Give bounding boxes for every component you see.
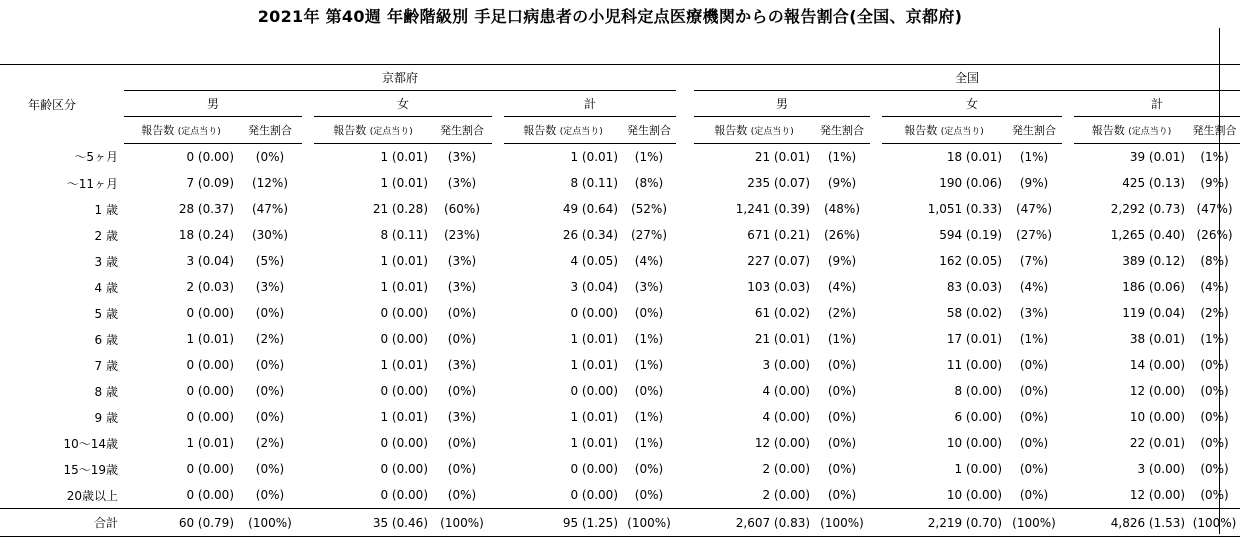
age-cell: 合計 [0, 509, 124, 537]
report-count-cell: 2 (0.00) [762, 462, 811, 476]
report-count-cell: 1,265 (0.40) [1110, 228, 1186, 242]
col-header-report-sub: (定点当り) [177, 127, 221, 137]
ratio-cell: (3%) [1019, 306, 1049, 320]
report-count-cell: 0 (0.00) [186, 306, 234, 320]
report-count-cell: 389 (0.12) [1122, 254, 1186, 268]
age-cell: 6 歳 [94, 332, 118, 347]
ratio-cell: (0%) [1200, 462, 1229, 476]
col-header-report-label: 報告数 [714, 124, 748, 137]
report-count-cell: 3 (0.00) [1137, 462, 1186, 476]
report-count-cell: 35 (0.46) [314, 509, 432, 537]
ratio-cell: (27%) [630, 228, 668, 242]
ratio-cell: (0%) [447, 488, 477, 502]
report-count-cell: 1 (0.01) [570, 436, 618, 450]
report-count-cell: 1 (0.01) [186, 332, 234, 346]
ratio-cell: (2%) [1200, 306, 1229, 320]
col-header-report-label: 報告数 [141, 124, 175, 137]
ratio-cell: (4%) [827, 280, 857, 294]
report-count-cell: 1 (0.01) [570, 410, 618, 424]
ratio-cell: (2%) [827, 306, 857, 320]
report-count-cell: 38 (0.01) [1129, 332, 1186, 346]
col-header-report-sub: (定点当り) [369, 127, 413, 137]
ratio-cell: (0%) [827, 488, 857, 502]
ratio-cell: (1%) [827, 332, 857, 346]
table-row [0, 274, 1240, 300]
ratio-cell: (0%) [827, 436, 857, 450]
ratio-cell: (9%) [827, 176, 857, 190]
report-count-cell: 671 (0.21) [747, 228, 811, 242]
age-cell: 9 歳 [94, 410, 118, 425]
ratio-cell: (100%) [1189, 509, 1240, 537]
report-count-cell: 227 (0.07) [747, 254, 811, 268]
ratio-cell: (0%) [255, 410, 285, 424]
ratio-cell: (100%) [1006, 509, 1062, 537]
ratio-cell: (1%) [1200, 332, 1229, 346]
report-count-cell: 3 (0.04) [186, 254, 234, 268]
ratio-cell: (4%) [634, 254, 664, 268]
report-count-cell: 21 (0.01) [754, 150, 811, 164]
col-header-report [694, 117, 814, 144]
report-count-cell: 235 (0.07) [747, 176, 811, 190]
report-count-cell: 0 (0.00) [570, 384, 618, 398]
report-count-cell: 1 (0.00) [954, 462, 1003, 476]
report-count-cell: 190 (0.06) [939, 176, 1003, 190]
col-header-ratio: 発生割合 [1006, 117, 1062, 144]
ratio-cell: (26%) [1196, 228, 1233, 242]
table-row [0, 326, 1240, 352]
sex-header: 女 [882, 91, 1062, 117]
col-header-ratio: 発生割合 [814, 117, 870, 144]
ratio-cell: (47%) [1196, 202, 1233, 216]
report-count-cell: 0 (0.00) [186, 488, 234, 502]
report-count-cell: 0 (0.00) [570, 462, 618, 476]
age-cell: 1 歳 [94, 202, 118, 217]
ratio-cell: (23%) [443, 228, 481, 242]
report-count-cell: 61 (0.02) [754, 306, 811, 320]
report-count-cell: 7 (0.09) [186, 176, 234, 190]
table-row [0, 404, 1240, 430]
report-count-cell: 0 (0.00) [186, 358, 234, 372]
report-count-cell: 95 (1.25) [504, 509, 622, 537]
report-count-cell: 26 (0.34) [562, 228, 618, 242]
ratio-cell: (0%) [634, 306, 664, 320]
col-header-report-label: 報告数 [1091, 124, 1125, 137]
ratio-cell: (3%) [447, 410, 477, 424]
ratio-cell: (0%) [255, 462, 285, 476]
ratio-cell: (1%) [634, 436, 664, 450]
report-count-cell: 2 (0.00) [762, 488, 811, 502]
report-count-cell: 103 (0.03) [747, 280, 811, 294]
report-count-cell: 1 (0.01) [380, 176, 428, 190]
report-count-cell: 1 (0.01) [380, 280, 428, 294]
ratio-cell: (5%) [255, 254, 285, 268]
age-cell: 4 歳 [94, 280, 118, 295]
age-cell: ～11ヶ月 [66, 176, 118, 191]
total-row [0, 509, 1240, 537]
ratio-cell: (0%) [1200, 488, 1229, 502]
ratio-cell: (60%) [443, 202, 481, 216]
report-count-cell: 2,607 (0.83) [694, 509, 814, 537]
col-header-ratio: 発生割合 [622, 117, 676, 144]
sex-header: 男 [694, 91, 870, 117]
report-count-cell: 594 (0.19) [939, 228, 1003, 242]
ratio-cell: (0%) [1019, 488, 1049, 502]
ratio-cell: (0%) [1200, 410, 1229, 424]
ratio-cell: (1%) [1200, 150, 1229, 164]
ratio-cell: (0%) [447, 332, 477, 346]
ratio-cell: (4%) [1200, 280, 1229, 294]
col-header-report [124, 117, 238, 144]
ratio-cell: (9%) [827, 254, 857, 268]
ratio-cell: (1%) [1019, 150, 1049, 164]
age-cell: 20歳以上 [66, 488, 118, 503]
ratio-cell: (0%) [447, 462, 477, 476]
report-count-cell: 1 (0.01) [570, 332, 618, 346]
ratio-cell: (0%) [255, 358, 285, 372]
report-count-cell: 12 (0.00) [1129, 384, 1186, 398]
ratio-cell: (0%) [255, 150, 285, 164]
report-count-cell: 60 (0.79) [124, 509, 238, 537]
report-count-cell: 2,219 (0.70) [882, 509, 1006, 537]
ratio-cell: (2%) [255, 436, 285, 450]
report-count-cell: 14 (0.00) [1129, 358, 1186, 372]
report-count-cell: 21 (0.28) [372, 202, 428, 216]
ratio-cell: (0%) [827, 384, 857, 398]
report-count-cell: 0 (0.00) [186, 384, 234, 398]
report-count-cell: 1 (0.01) [380, 410, 428, 424]
col-header-report-sub: (定点当り) [1128, 127, 1172, 137]
table-row [0, 196, 1240, 222]
col-header-report-sub: (定点当り) [940, 127, 984, 137]
report-count-cell: 83 (0.03) [946, 280, 1003, 294]
report-count-cell: 0 (0.00) [380, 462, 428, 476]
ratio-cell: (0%) [1200, 358, 1229, 372]
table-row [0, 430, 1240, 456]
ratio-cell: (100%) [432, 509, 492, 537]
ratio-cell: (0%) [634, 384, 664, 398]
ratio-cell: (0%) [634, 488, 664, 502]
table-row [0, 456, 1240, 482]
ratio-cell: (0%) [447, 384, 477, 398]
report-count-cell: 8 (0.11) [570, 176, 618, 190]
report-count-cell: 39 (0.01) [1129, 150, 1186, 164]
report-count-cell: 4 (0.05) [570, 254, 618, 268]
ratio-cell: (3%) [447, 176, 477, 190]
ratio-cell: (2%) [255, 332, 285, 346]
report-count-cell: 1 (0.01) [380, 150, 428, 164]
ratio-cell: (4%) [1019, 280, 1049, 294]
ratio-cell: (0%) [1019, 410, 1049, 424]
age-header: 年齢区分 [27, 97, 76, 112]
ratio-cell: (0%) [447, 306, 477, 320]
ratio-cell: (0%) [1019, 358, 1049, 372]
report-count-cell: 4 (0.00) [762, 410, 811, 424]
header-row-columns [0, 117, 1240, 144]
col-header-ratio: 発生割合 [1189, 117, 1240, 144]
report-count-cell: 2 (0.03) [186, 280, 234, 294]
ratio-cell: (8%) [1200, 254, 1229, 268]
report-count-cell: 12 (0.00) [754, 436, 811, 450]
report-count-cell: 49 (0.64) [562, 202, 618, 216]
ratio-cell: (47%) [251, 202, 289, 216]
ratio-cell: (100%) [814, 509, 870, 537]
col-header-ratio: 発生割合 [238, 117, 302, 144]
col-header-report [314, 117, 432, 144]
col-header-report [504, 117, 622, 144]
ratio-cell: (0%) [1019, 384, 1049, 398]
ratio-cell: (1%) [634, 410, 664, 424]
table-row [0, 222, 1240, 248]
ratio-cell: (0%) [1019, 462, 1049, 476]
report-count-cell: 0 (0.00) [186, 462, 234, 476]
ratio-cell: (1%) [827, 150, 857, 164]
table-row [0, 300, 1240, 326]
report-count-cell: 0 (0.00) [570, 306, 618, 320]
ratio-cell: (0%) [827, 462, 857, 476]
report-count-cell: 58 (0.02) [946, 306, 1003, 320]
age-cell: 2 歳 [94, 228, 118, 243]
report-count-cell: 0 (0.00) [380, 436, 428, 450]
ratio-cell: (0%) [255, 384, 285, 398]
age-cell: 7 歳 [94, 358, 118, 373]
col-header-report [882, 117, 1006, 144]
region-header-kyoto: 京都府 [124, 65, 676, 91]
report-count-cell: 4 (0.00) [762, 384, 811, 398]
report-count-cell: 3 (0.04) [570, 280, 618, 294]
report-count-cell: 0 (0.00) [570, 488, 618, 502]
sex-header: 計 [1074, 91, 1240, 117]
report-count-cell: 0 (0.00) [380, 488, 428, 502]
header-row-region [0, 65, 1240, 91]
table-row [0, 170, 1240, 196]
age-cell: 10～14歳 [63, 436, 118, 451]
report-count-cell: 1 (0.01) [186, 436, 234, 450]
ratio-cell: (100%) [622, 509, 676, 537]
col-header-report-sub: (定点当り) [559, 127, 603, 137]
ratio-cell: (47%) [1015, 202, 1053, 216]
report-count-cell: 22 (0.01) [1129, 436, 1186, 450]
ratio-cell: (26%) [823, 228, 861, 242]
header-row-sex [0, 91, 1240, 117]
ratio-cell: (52%) [630, 202, 668, 216]
col-header-report-label: 報告数 [523, 124, 557, 137]
report-count-cell: 186 (0.06) [1122, 280, 1186, 294]
col-header-report [1074, 117, 1189, 144]
ratio-cell: (27%) [1015, 228, 1053, 242]
ratio-cell: (0%) [827, 410, 857, 424]
report-count-cell: 162 (0.05) [939, 254, 1003, 268]
report-count-cell: 28 (0.37) [178, 202, 234, 216]
age-cell: 3 歳 [94, 254, 118, 269]
table-row [0, 144, 1240, 171]
report-count-cell: 1 (0.01) [380, 254, 428, 268]
page-title: 2021年 第40週 年齢階級別 手足口病患者の小児科定点医療機関からの報告割合(全国、京都府) [257, 7, 963, 26]
report-count-cell: 18 (0.01) [946, 150, 1003, 164]
ratio-cell: (0%) [447, 436, 477, 450]
report-count-cell: 0 (0.00) [380, 332, 428, 346]
report-table [0, 64, 1240, 537]
age-cell: 8 歳 [94, 384, 118, 399]
ratio-cell: (8%) [634, 176, 664, 190]
ratio-cell: (9%) [1200, 176, 1229, 190]
ratio-cell: (1%) [634, 150, 664, 164]
report-count-cell: 1,241 (0.39) [735, 202, 811, 216]
ratio-cell: (100%) [238, 509, 302, 537]
ratio-cell: (1%) [634, 332, 664, 346]
report-count-cell: 10 (0.00) [946, 488, 1003, 502]
region-header-japan: 全国 [694, 65, 1240, 91]
table-row [0, 482, 1240, 509]
ratio-cell: (1%) [634, 358, 664, 372]
report-count-cell: 425 (0.13) [1122, 176, 1186, 190]
report-count-cell: 4,826 (1.53) [1074, 509, 1189, 537]
report-count-cell: 0 (0.00) [186, 410, 234, 424]
table-row [0, 352, 1240, 378]
ratio-cell: (48%) [823, 202, 861, 216]
ratio-cell: (0%) [255, 488, 285, 502]
ratio-cell: (3%) [447, 150, 477, 164]
col-header-report-label: 報告数 [333, 124, 367, 137]
ratio-cell: (1%) [1019, 332, 1049, 346]
ratio-cell: (3%) [447, 254, 477, 268]
ratio-cell: (3%) [447, 280, 477, 294]
table-row [0, 378, 1240, 404]
report-count-cell: 17 (0.01) [946, 332, 1003, 346]
report-count-cell: 2,292 (0.73) [1110, 202, 1186, 216]
ratio-cell: (0%) [1200, 436, 1229, 450]
report-count-cell: 119 (0.04) [1122, 306, 1186, 320]
report-count-cell: 1 (0.01) [380, 358, 428, 372]
col-header-report-sub: (定点当り) [750, 127, 794, 137]
report-count-cell: 18 (0.24) [178, 228, 234, 242]
age-cell: ～5ヶ月 [74, 150, 118, 165]
ratio-cell: (7%) [1019, 254, 1049, 268]
ratio-cell: (9%) [1019, 176, 1049, 190]
report-count-cell: 12 (0.00) [1129, 488, 1186, 502]
col-header-ratio: 発生割合 [432, 117, 492, 144]
report-count-cell: 10 (0.00) [946, 436, 1003, 450]
report-count-cell: 1 (0.01) [570, 358, 618, 372]
ratio-cell: (0%) [827, 358, 857, 372]
report-count-cell: 1,051 (0.33) [927, 202, 1003, 216]
ratio-cell: (12%) [251, 176, 289, 190]
ratio-cell: (3%) [634, 280, 664, 294]
report-count-cell: 8 (0.00) [954, 384, 1003, 398]
ratio-cell: (0%) [255, 306, 285, 320]
report-count-cell: 21 (0.01) [754, 332, 811, 346]
report-count-cell: 3 (0.00) [762, 358, 811, 372]
report-count-cell: 0 (0.00) [380, 384, 428, 398]
sex-header: 計 [504, 91, 676, 117]
report-count-cell: 11 (0.00) [946, 358, 1003, 372]
age-cell: 15～19歳 [63, 462, 118, 477]
ratio-cell: (3%) [255, 280, 285, 294]
age-cell: 5 歳 [94, 306, 118, 321]
sex-header: 男 [124, 91, 302, 117]
report-count-cell: 0 (0.00) [380, 306, 428, 320]
ratio-cell: (0%) [634, 462, 664, 476]
report-count-cell: 0 (0.00) [186, 150, 234, 164]
ratio-cell: (3%) [447, 358, 477, 372]
report-count-cell: 10 (0.00) [1129, 410, 1186, 424]
ratio-cell: (30%) [251, 228, 289, 242]
ratio-cell: (0%) [1200, 384, 1229, 398]
col-header-report-label: 報告数 [904, 124, 938, 137]
ratio-cell: (0%) [1019, 436, 1049, 450]
sex-header: 女 [314, 91, 492, 117]
report-count-cell: 8 (0.11) [380, 228, 428, 242]
table-row [0, 248, 1240, 274]
report-count-cell: 1 (0.01) [570, 150, 618, 164]
report-count-cell: 6 (0.00) [954, 410, 1003, 424]
